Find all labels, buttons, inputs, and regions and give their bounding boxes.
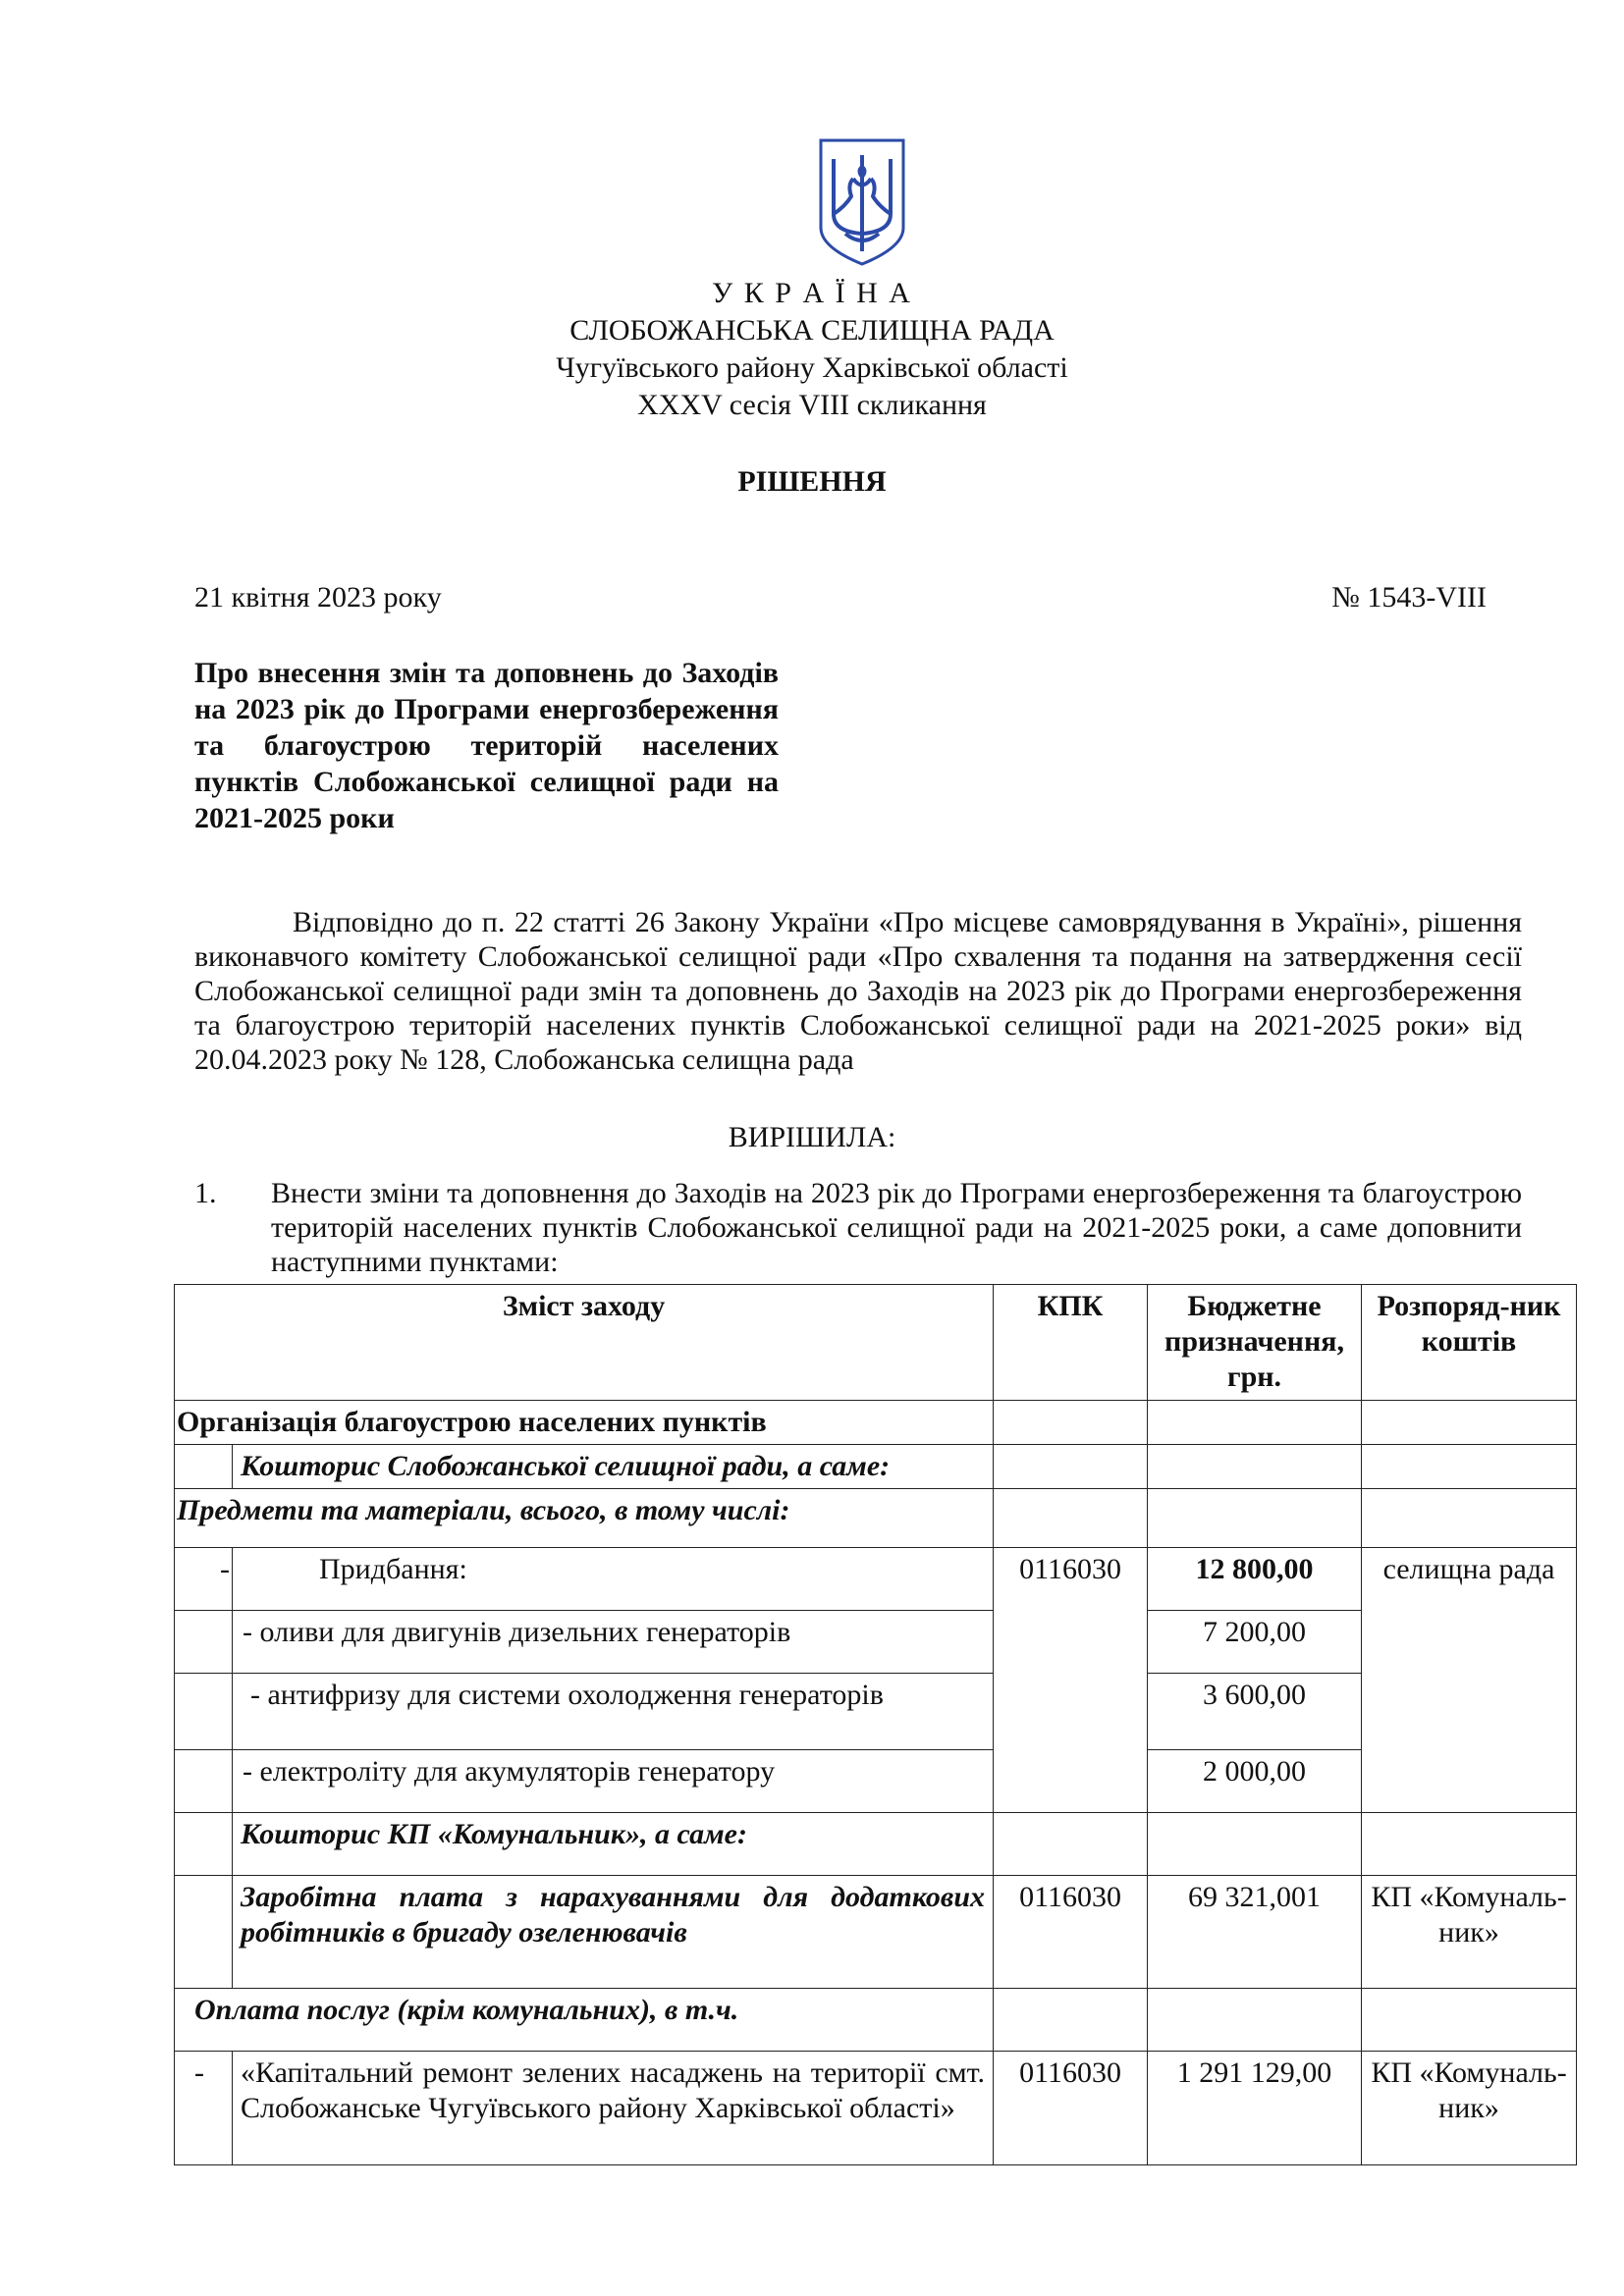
row-dash: -	[175, 2052, 233, 2165]
estimate-council-title: Кошторис Слобожанської селищної ради, а саме:	[233, 1445, 994, 1489]
services-title: Оплата послуг (крім комунальних), в т.ч.	[175, 1989, 994, 2052]
salary-amount: 69 321,001	[1148, 1876, 1362, 1989]
header-manager: Розпоряд-ник коштів	[1362, 1285, 1577, 1401]
materials-title: Предмети та матеріали, всього, в тому числі:	[175, 1489, 994, 1548]
sub-item-amount: 7 200,00	[1148, 1611, 1362, 1674]
purchase-label: Придбання:	[233, 1548, 994, 1611]
repair-amount: 1 291 129,00	[1148, 2052, 1362, 2165]
table-row	[175, 2052, 1577, 2165]
salary-manager: КП «Комуналь-ник»	[1362, 1876, 1577, 1989]
document-type-title: РІШЕННЯ	[737, 465, 887, 498]
header-council: СЛОБОЖАНСЬКА СЕЛИЩНА РАДА	[569, 314, 1055, 347]
salary-label: Заробітна плата з нарахуваннями для додаткових робітників в бригаду озеленювачів	[233, 1876, 994, 1989]
purchase-kpk: 0116030	[994, 1548, 1148, 1813]
item-number: 1.	[194, 1177, 217, 1209]
decided-heading: ВИРІШИЛА:	[728, 1121, 896, 1153]
sub-item-amount: 2 000,00	[1148, 1750, 1362, 1813]
sub-item-label: - електроліту для акумуляторів генератору	[233, 1750, 994, 1813]
table-row	[175, 1489, 1577, 1548]
coat-of-arms-icon	[818, 137, 906, 267]
header-district: Чугуївського району Харківської області	[556, 351, 1068, 384]
table-row	[175, 1548, 1577, 1611]
header-session: XXXV сесія VIII скликання	[637, 389, 987, 421]
table-row	[175, 1813, 1577, 1876]
table-row	[175, 1401, 1577, 1445]
decision-subject: Про внесення змін та доповнень до Заходів на 2023 рік до Програми енергозбереження та благоустрою територій населених пунктів Слобожанської селищної ради на 2021-2025 роки	[194, 657, 779, 834]
measures-table	[174, 1284, 1577, 2165]
repair-label: «Капітальний ремонт зелених насаджень на території смт. Слобожанське Чугуївського району Харківської області»	[233, 2052, 994, 2165]
header-country: У К Р А Ї Н А	[712, 277, 912, 309]
header-content: Зміст заходу	[175, 1285, 994, 1401]
header-budget: Бюджетне призначення, грн.	[1148, 1285, 1362, 1401]
table-row	[175, 1876, 1577, 1989]
repair-manager: КП «Комуналь-ник»	[1362, 2052, 1577, 2165]
sub-item-label: - антифризу для системи охолодження генераторів	[233, 1674, 994, 1750]
preamble-paragraph: Відповідно до п. 22 статті 26 Закону України «Про місцеве самоврядування в Україні», рішення виконавчого комітету Слобожанської селищної ради «Про схвалення та подання на затвердження сесії Слобожанської селищної ради змін та доповнень до Заходів на 2023 рік до Програми енергозбереження та благоустрою територій населених пунктів Слобожанської селищної ради на 2021-2025 роки» від 20.04.2023 року № 128, Слобожанська селищна рада	[194, 906, 1522, 1076]
item-text: Внести зміни та доповнення до Заходів на 2023 рік до Програми енергозбереження та благоустрою територій населених пунктів Слобожанської селищної ради на 2021-2025 роки, а саме доповнити наступними пунктами:	[271, 1177, 1522, 1278]
repair-kpk: 0116030	[994, 2052, 1148, 2165]
sub-item-amount: 3 600,00	[1148, 1674, 1362, 1750]
purchase-amount: 12 800,00	[1148, 1548, 1362, 1611]
header-kpk: КПК	[994, 1285, 1148, 1401]
estimate-utility-title: Кошторис КП «Комунальник», а саме:	[233, 1813, 994, 1876]
section-title: Організація благоустрою населених пунктів	[175, 1401, 994, 1445]
decision-number: № 1543-VIII	[1331, 581, 1487, 614]
table-header-row	[175, 1285, 1577, 1401]
salary-kpk: 0116030	[994, 1876, 1148, 1989]
decision-date: 21 квітня 2023 року	[194, 581, 442, 614]
table-row	[175, 1445, 1577, 1489]
purchase-manager: селищна рада	[1362, 1548, 1577, 1813]
row-dash: -	[175, 1548, 233, 1611]
table-row	[175, 1989, 1577, 2052]
sub-item-label: - оливи для двигунів дизельних генераторів	[233, 1611, 994, 1674]
